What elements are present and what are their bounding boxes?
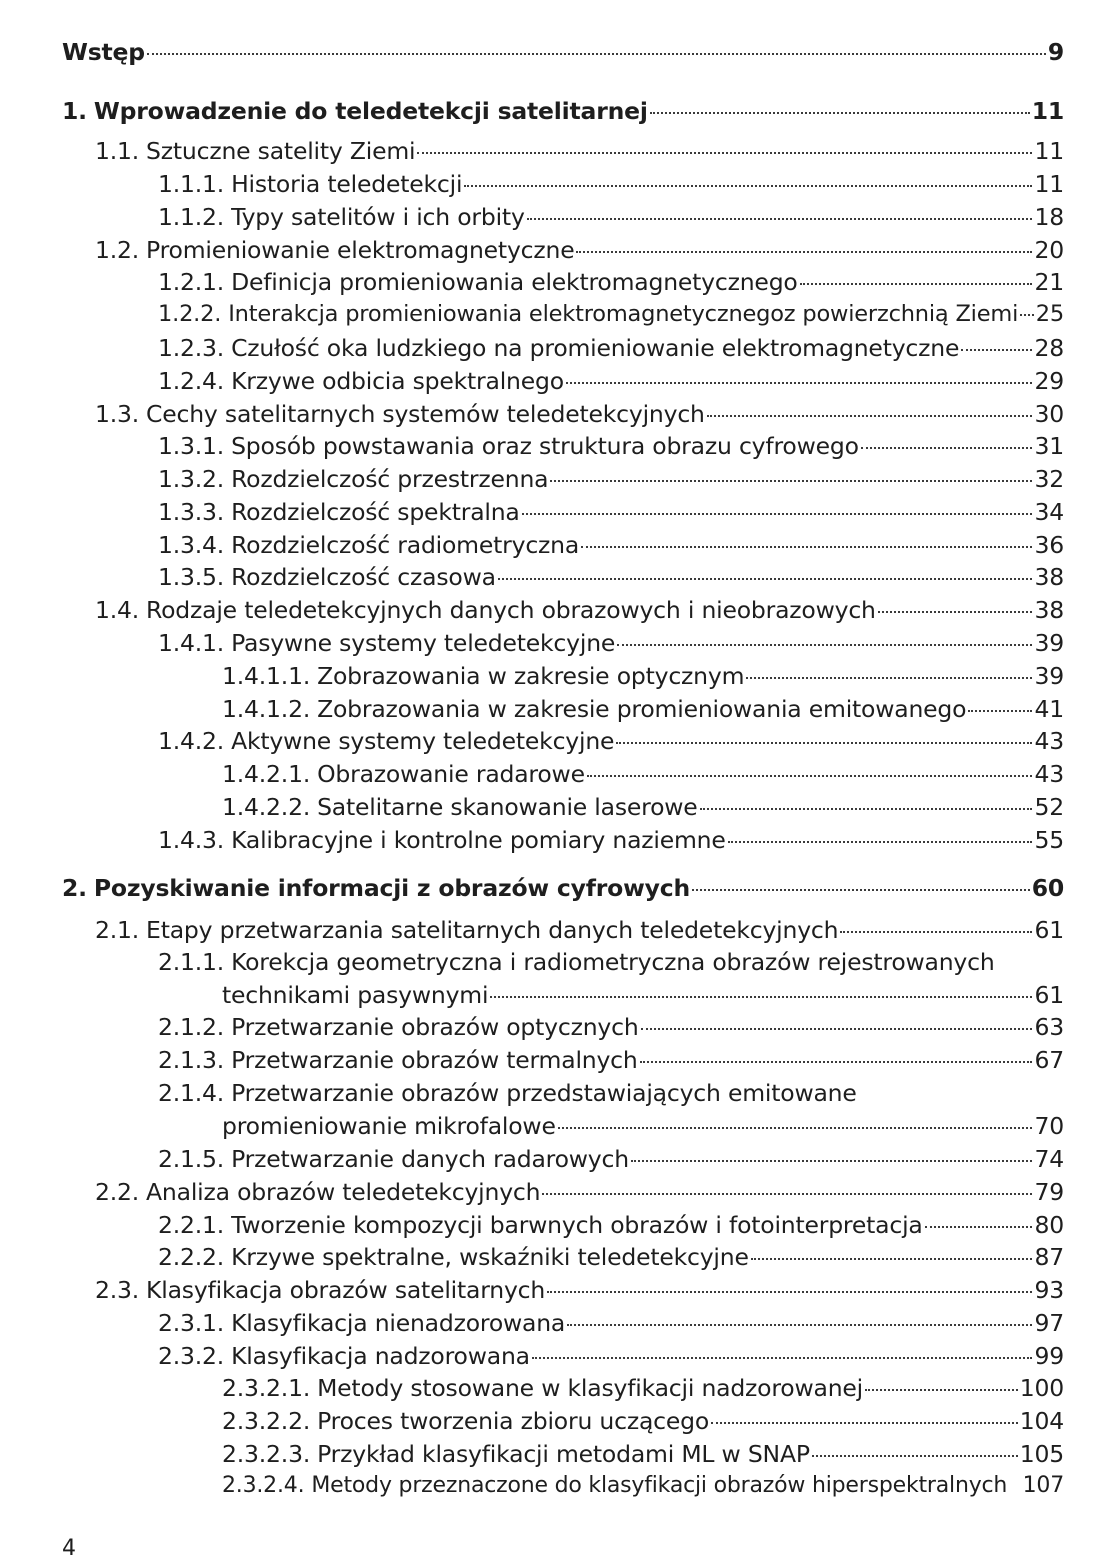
toc-entry-title: Proces tworzenia zbioru uczącego [317, 1407, 710, 1435]
toc-entry [222, 662, 1064, 696]
toc-entry-title: Obrazowanie radarowe [317, 760, 585, 788]
toc-entry-number: 1.4.1.2. [222, 695, 311, 723]
toc-chapter-entry [62, 97, 1064, 131]
toc-entry [158, 367, 1064, 401]
toc-page-number: 43 [1034, 760, 1064, 788]
toc-dot-leader [728, 841, 1033, 843]
toc-page-number: 63 [1034, 1013, 1064, 1041]
toc-dot-leader [961, 349, 1032, 351]
toc-entry-title: Interakcja promieniowania elektromagnetycznegoz powierzchnią Ziemi [228, 301, 1019, 327]
toc-entry-number: 2.3.2.4. [222, 1473, 305, 1498]
toc-entry [158, 826, 1064, 860]
toc-entry-number: 1.1.1. [158, 170, 225, 198]
toc-dot-leader [640, 1061, 1033, 1063]
toc-entry-number: 1.4.2.1. [222, 760, 311, 788]
toc-entry-number: 2. [62, 874, 87, 902]
toc-dot-leader [522, 513, 1033, 515]
toc-page-number: 61 [1034, 981, 1064, 1009]
toc-entry-number: 1.2.1. [158, 268, 225, 296]
toc-entry [158, 948, 1064, 982]
toc-entry-number: 2.1. [95, 916, 140, 944]
toc-dot-leader [616, 742, 1032, 744]
toc-dot-leader [532, 1357, 1033, 1359]
toc-entry-title: Wstęp [62, 38, 145, 66]
toc-entry-continuation [222, 1112, 1064, 1146]
toc-entry-number: 1.2. [95, 236, 140, 264]
toc-entry-number: 1.4.1.1. [222, 662, 311, 690]
toc-page-number: 61 [1034, 916, 1064, 944]
toc-dot-leader [617, 644, 1032, 646]
toc-entry [158, 563, 1064, 597]
toc-entry-title-continued: technikami pasywnymi [222, 981, 489, 1009]
toc-entry [222, 1473, 1064, 1507]
toc-page-number: 105 [1019, 1440, 1064, 1468]
toc-page-number: 18 [1034, 203, 1064, 231]
toc-entry-title: Metody stosowane w klasyfikacji nadzorowanej [317, 1374, 863, 1402]
toc-dot-leader [566, 382, 1033, 384]
toc-page-number: 28 [1034, 334, 1064, 362]
toc-page-number: 67 [1034, 1046, 1064, 1074]
toc-dot-leader [711, 1422, 1018, 1424]
toc-dot-leader [576, 251, 1032, 253]
toc-dot-leader [464, 185, 1032, 187]
toc-entry-title: Typy satelitów i ich orbity [231, 203, 525, 231]
toc-chapter-entry [62, 38, 1064, 72]
toc-page-number: 107 [1022, 1473, 1064, 1498]
toc-entry-number: 1.1. [95, 137, 140, 165]
toc-entry [95, 1276, 1064, 1310]
toc-entry [95, 236, 1064, 270]
toc-entry [158, 1046, 1064, 1080]
toc-page-number: 25 [1035, 301, 1064, 327]
toc-entry-title: Definicja promieniowania elektromagnetycznego [231, 268, 798, 296]
toc-entry [158, 1079, 1064, 1113]
toc-page-number: 97 [1034, 1309, 1064, 1337]
toc-entry [158, 1211, 1064, 1245]
toc-entry-title: Pasywne systemy teledetekcyjne [231, 629, 616, 657]
toc-entry-title: Sposób powstawania oraz struktura obrazu cyfrowego [231, 432, 859, 460]
toc-entry-number: 1.3.1. [158, 432, 225, 460]
toc-entry-number: 2.2.1. [158, 1211, 225, 1239]
toc-entry-title: Przykład klasyfikacji metodami ML w SNAP [317, 1440, 810, 1468]
toc-entry-title: Zobrazowania w zakresie promieniowania emitowanego [317, 695, 967, 723]
toc-dot-leader [417, 152, 1032, 154]
toc-entry-title: Wprowadzenie do teledetekcji satelitarnej [93, 97, 648, 125]
toc-entry-number: 2.2. [95, 1178, 140, 1206]
toc-entry [158, 498, 1064, 532]
toc-entry-number: 1.4.3. [158, 826, 225, 854]
toc-page-number: 74 [1034, 1145, 1064, 1173]
toc-dot-leader [878, 611, 1033, 613]
toc-entry-title: Przetwarzanie obrazów termalnych [231, 1046, 638, 1074]
toc-page-number: 29 [1034, 367, 1064, 395]
toc-dot-leader [147, 53, 1046, 55]
toc-page-number: 41 [1034, 695, 1064, 723]
toc-entry [222, 1440, 1064, 1474]
toc-dot-leader [865, 1389, 1018, 1391]
toc-page-number: 11 [1034, 170, 1064, 198]
toc-page-number: 87 [1034, 1243, 1064, 1271]
toc-dot-leader [800, 283, 1033, 285]
toc-entry [158, 170, 1064, 204]
toc-entry-continuation [222, 981, 1064, 1015]
toc-dot-leader [641, 1028, 1033, 1030]
toc-dot-leader [567, 1324, 1032, 1326]
toc-page-number: 70 [1034, 1112, 1064, 1140]
toc-entry [158, 629, 1064, 663]
toc-entry-number: 2.1.2. [158, 1013, 225, 1041]
toc-entry-number: 2.3.2.3. [222, 1440, 311, 1468]
toc-entry [158, 1243, 1064, 1277]
toc-dot-leader [558, 1127, 1033, 1129]
toc-page-number: 52 [1034, 793, 1064, 821]
toc-entry [158, 1342, 1064, 1376]
toc-entry-number: 2.3.1. [158, 1309, 225, 1337]
toc-dot-leader [751, 1258, 1033, 1260]
toc-page-number: 80 [1034, 1211, 1064, 1239]
toc-entry-title: Czułość oka ludzkiego na promieniowanie elektromagnetyczne [231, 334, 960, 362]
toc-entry [222, 1374, 1064, 1408]
toc-entry-number: 2.3.2.1. [222, 1374, 311, 1402]
toc-entry-number: 2.1.5. [158, 1145, 225, 1173]
toc-entry-number: 1.3.2. [158, 465, 225, 493]
toc-entry-number: 1.3.4. [158, 531, 225, 559]
toc-entry [95, 916, 1064, 950]
toc-dot-leader [490, 996, 1032, 998]
toc-dot-leader [700, 808, 1033, 810]
toc-entry-title: Przetwarzanie danych radarowych [231, 1145, 629, 1173]
toc-dot-leader [692, 889, 1030, 891]
toc-entry-title: Rozdzielczość przestrzenna [231, 465, 549, 493]
toc-dot-leader [631, 1160, 1033, 1162]
toc-dot-leader [707, 415, 1033, 417]
toc-page-number: 104 [1019, 1407, 1064, 1435]
toc-entry [158, 531, 1064, 565]
toc-page-number: 11 [1031, 97, 1064, 125]
toc-page-number: 43 [1034, 727, 1064, 755]
toc-entry-title: Zobrazowania w zakresie optycznym [317, 662, 745, 690]
toc-entry-title: Aktywne systemy teledetekcyjne [231, 727, 615, 755]
toc-entry-number: 2.2.2. [158, 1243, 225, 1271]
toc-dot-leader [587, 775, 1033, 777]
toc-entry [158, 1145, 1064, 1179]
toc-page-number: 39 [1034, 629, 1064, 657]
toc-entry-title: Etapy przetwarzania satelitarnych danych teledetekcyjnych [146, 916, 839, 944]
toc-page-number: 36 [1034, 531, 1064, 559]
toc-chapter-entry [62, 874, 1064, 908]
toc-entry-number: 1.4.2. [158, 727, 225, 755]
toc-entry-number: 1.3. [95, 400, 140, 428]
toc-entry [222, 793, 1064, 827]
toc-dot-leader [550, 480, 1032, 482]
toc-entry-title: Tworzenie kompozycji barwnych obrazów i fotointerpretacja [231, 1211, 923, 1239]
toc-entry [158, 465, 1064, 499]
toc-page-number: 99 [1034, 1342, 1064, 1370]
toc-entry [95, 400, 1064, 434]
toc-entry-number: 1.4. [95, 596, 140, 624]
toc-dot-leader [925, 1226, 1033, 1228]
page-number: 4 [62, 1536, 76, 1561]
toc-dot-leader [527, 218, 1033, 220]
toc-entry [222, 760, 1064, 794]
toc-entry-title: Analiza obrazów teledetekcyjnych [146, 1178, 541, 1206]
toc-entry-title: Rozdzielczość radiometryczna [231, 531, 580, 559]
toc-dot-leader [650, 112, 1030, 114]
toc-entry-title: Rodzaje teledetekcyjnych danych obrazowych i nieobrazowych [146, 596, 876, 624]
toc-entry-title: Promieniowanie elektromagnetyczne [146, 236, 575, 264]
toc-entry [158, 1309, 1064, 1343]
toc-dot-leader [547, 1291, 1032, 1293]
toc-entry-title: Sztuczne satelity Ziemi [146, 137, 416, 165]
toc-entry [95, 137, 1064, 171]
toc-entry-number: 2.3. [95, 1276, 140, 1304]
toc-entry [158, 203, 1064, 237]
toc-page-number: 60 [1031, 874, 1064, 902]
toc-entry-number: 1.4.2.2. [222, 793, 311, 821]
toc-entry-title: Korekcja geometryczna i radiometryczna obrazów rejestrowanych [231, 948, 995, 976]
toc-entry-number: 1.4.1. [158, 629, 225, 657]
toc-entry-title: Cechy satelitarnych systemów teledetekcyjnych [146, 400, 705, 428]
toc-entry-number: 1.2.2. [158, 301, 222, 327]
toc-entry-title: Metody przeznaczone do klasyfikacji obrazów hiperspektralnych [311, 1473, 1008, 1498]
toc-entry [222, 1407, 1064, 1441]
toc-page-number: 31 [1034, 432, 1064, 460]
toc-entry [158, 432, 1064, 466]
toc-page-number: 20 [1034, 236, 1064, 264]
toc-entry-number: 2.3.2. [158, 1342, 225, 1370]
toc-page-number: 38 [1034, 596, 1064, 624]
toc-entry-title: Klasyfikacja nadzorowana [231, 1342, 530, 1370]
toc-entry-title: Historia teledetekcji [231, 170, 463, 198]
toc-entry-title: Przetwarzanie obrazów przedstawiających emitowane [231, 1079, 857, 1107]
toc-entry-title-continued: promieniowanie mikrofalowe [222, 1112, 556, 1140]
toc-page-number: 34 [1034, 498, 1064, 526]
toc-entry-number: 1.1.2. [158, 203, 225, 231]
toc-entry [158, 301, 1064, 335]
toc-entry-number: 1.3.3. [158, 498, 225, 526]
toc-page-number: 79 [1034, 1178, 1064, 1206]
toc-entry-number: 1.2.4. [158, 367, 225, 395]
toc-entry-title: Satelitarne skanowanie laserowe [317, 793, 698, 821]
toc-page-number: 100 [1019, 1374, 1064, 1402]
toc-entry-number: 1.3.5. [158, 563, 225, 591]
toc-entry-title: Krzywe spektralne, wskaźniki teledetekcyjne [231, 1243, 749, 1271]
toc-entry [158, 334, 1064, 368]
toc-dot-leader [840, 931, 1032, 933]
toc-entry-number: 2.1.4. [158, 1079, 225, 1107]
toc-entry-number: 1.2.3. [158, 334, 225, 362]
toc-entry-title: Kalibracyjne i kontrolne pomiary naziemne [231, 826, 726, 854]
toc-dot-leader [542, 1193, 1032, 1195]
toc-entry-title: Rozdzielczość spektralna [231, 498, 520, 526]
toc-dot-leader [498, 578, 1033, 580]
toc-page-number: 32 [1034, 465, 1064, 493]
toc-page-number: 21 [1034, 268, 1064, 296]
toc-entry [158, 268, 1064, 302]
toc-dot-leader [812, 1455, 1018, 1457]
toc-dot-leader [968, 710, 1032, 712]
toc-page-number: 30 [1034, 400, 1064, 428]
toc-entry [158, 1013, 1064, 1047]
toc-entry-title: Krzywe odbicia spektralnego [231, 367, 564, 395]
toc-page-number: 39 [1034, 662, 1064, 690]
toc-entry-number: 1. [62, 97, 87, 125]
toc-dot-leader [1020, 314, 1034, 316]
toc-entry-title: Klasyfikacja obrazów satelitarnych [146, 1276, 546, 1304]
toc-dot-leader [861, 447, 1033, 449]
toc-dot-leader [746, 677, 1032, 679]
toc-entry-title: Rozdzielczość czasowa [231, 563, 496, 591]
toc-entry [158, 727, 1064, 761]
toc-page-number: 38 [1034, 563, 1064, 591]
toc-entry-title: Przetwarzanie obrazów optycznych [231, 1013, 639, 1041]
toc-entry-number: 2.1.3. [158, 1046, 225, 1074]
toc-entry-title: Pozyskiwanie informacji z obrazów cyfrowych [93, 874, 690, 902]
toc-page-number: 11 [1034, 137, 1064, 165]
toc-entry [95, 596, 1064, 630]
toc-dot-leader [581, 546, 1032, 548]
toc-page-number: 9 [1047, 38, 1064, 66]
toc-page-number: 55 [1034, 826, 1064, 854]
toc-entry [222, 695, 1064, 729]
toc-entry-number: 2.3.2.2. [222, 1407, 311, 1435]
toc-page-number: 93 [1034, 1276, 1064, 1304]
toc-entry [95, 1178, 1064, 1212]
toc-entry-title: Klasyfikacja nienadzorowana [231, 1309, 566, 1337]
toc-entry-number: 2.1.1. [158, 948, 225, 976]
